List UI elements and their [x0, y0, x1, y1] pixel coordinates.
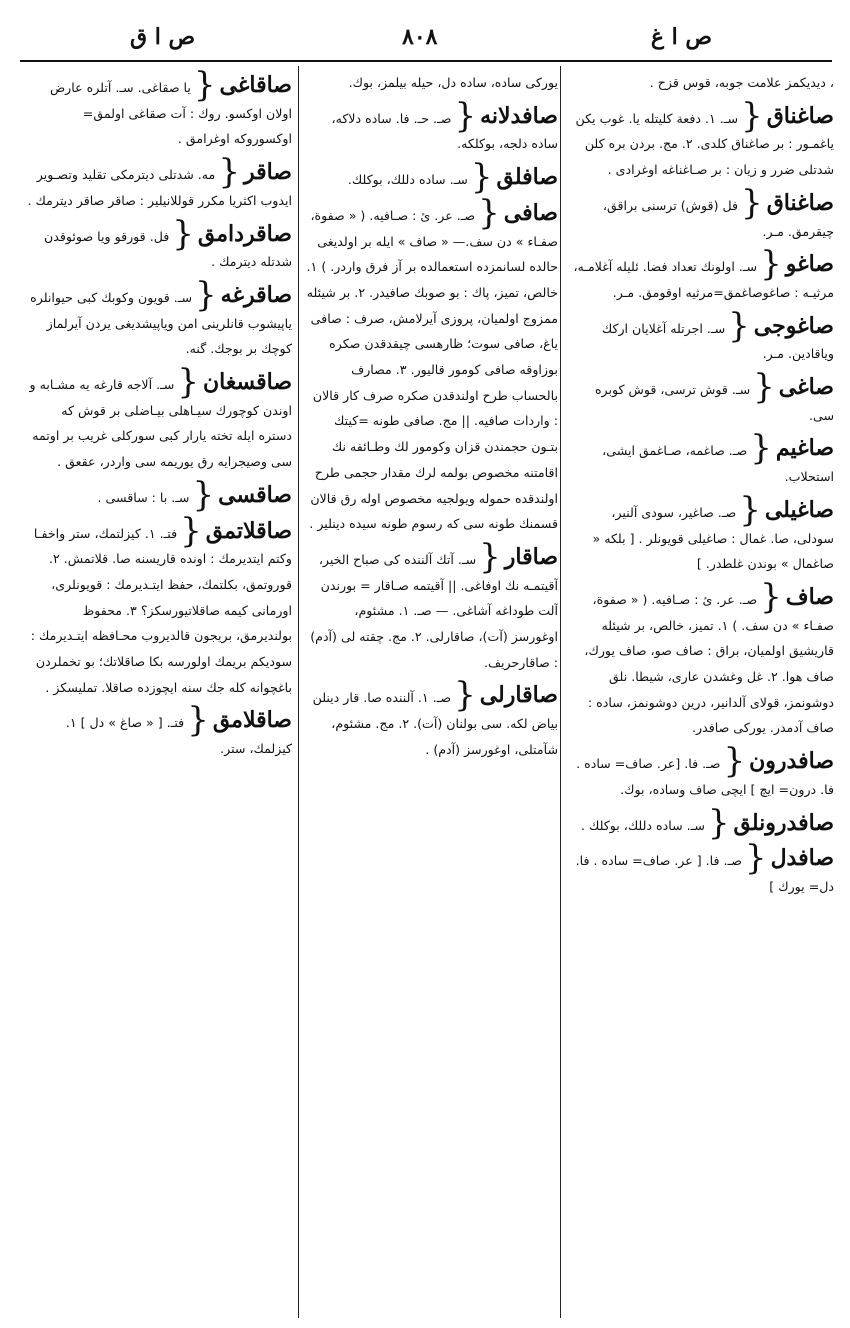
- entry-headword: صاغناق: [766, 102, 834, 129]
- brace-glyph: {: [192, 474, 215, 515]
- brace-glyph: {: [707, 802, 730, 843]
- brace-glyph: {: [195, 274, 217, 315]
- dictionary-entry: [568, 305, 834, 367]
- dictionary-entry: [568, 838, 834, 899]
- entry-definition: صـ. عر. ئ : صـافیه. ( « صفوة، صفـاء » دن سف.— « صاف » ایله بر اولدیغی حالده لسانمزده استعمالده بر آز فرق واردر. ) ۱. خالص، تمیز، پاك : بو صوبك صافیدر. ۲. بر شیئله ممزوج اولمیان، پروزی آیرلامش، صرف : صافی یاغ، صافی سوت؛ ظارهسی چیقدقدن صكره بوزاوقه صافی كومور قالیور. ۳. مصارف بالحساب طرح اولندقدن صكره صرف كار قالان : واردات صافیه. || مج. صافی طونه =کیتك بتـون حجمندن قزان وكومور لك وطـائفه نك اقامتنه مخصوص بولمه لرك مقدار حجمی طرح اولندقده حموله ویولجیه مخصوص اوله رق قالان قسمنك طونه سی كه رسوم طونه سیده دینلیر .: [306, 207, 558, 532]
- dictionary-entry: [24, 213, 292, 275]
- dictionary-entry: [24, 474, 292, 515]
- brace-glyph: {: [180, 510, 202, 551]
- brace-glyph: {: [218, 152, 240, 193]
- brace-glyph: {: [187, 700, 209, 741]
- entry-headword: صاقسغان: [203, 369, 292, 396]
- entry-definition: سـ. قوش ترسی، قوش کوبره سی.: [594, 382, 834, 423]
- brace-glyph: {: [478, 192, 500, 233]
- entry-definition: صـ. فا. [ عر. صاف= ساده . فا. دل= یورك ]: [575, 853, 834, 894]
- dictionary-entry: [568, 244, 834, 305]
- entry-definition: فتـ. ۱. کیزلتمك، ستر واخفـا وکتم ایتدیرمك : اونده قاریسنه صا. قلاتمش. ۲. قوروتمق، بکلتمك، حفظ ایتـدیرمك : قویونلری، اورمانی کیمه صاقلاتیورسکز؟ ۳. محفوظ بولندیرمق، بریجون قالدیروب محـافظه ایتـدیرمك : سودیکم بریمك اولورسه بکا صاقلاتك؛ بو تخملردن باغچوانه کله جك سنه ایچوزده صاقلا. تملیسکز .: [30, 525, 292, 695]
- dictionary-entry: [568, 428, 834, 489]
- entry-definition: یوركی ساده، ساده دل، حیله بیلمز، بوك.: [348, 75, 558, 90]
- entry-headword: صافدرون: [749, 748, 834, 775]
- entry-definition: سـ. اولونك تعداد فضا. ئلیله آغلامـه، مرثیـه : صاغوصاغمق=مرثیه اوقومق. مـر.: [573, 259, 834, 300]
- entry-definition: سـ. با : ساقسی .: [97, 489, 190, 505]
- entry-headword: صاغی: [778, 374, 834, 401]
- entry-definition: فل. قورقو ویا صوئوقدن شدتله دیترمك .: [44, 228, 292, 270]
- dictionary-entry: [568, 367, 834, 428]
- entry-headword: صاقردامق: [197, 220, 292, 247]
- entry-definition: صـ. صاغیر، سودی آلنیر، سودلی، صا. غمال : صاغیلی قویونلر . [ بلکه « صاغمال » بوندن غلطدر. ]: [592, 504, 834, 572]
- brace-glyph: {: [723, 741, 746, 782]
- entry-definition: یا صقاغی. سـ. آتلره عارض اولان اوکسو. روك : آت صقاغی اولمق= اوكسوروكه اوغرامق .: [49, 80, 292, 147]
- entry-headword: صاقارلی: [479, 682, 558, 709]
- column-divider: [560, 66, 561, 1318]
- entry-headword: صاقرغه: [220, 281, 292, 308]
- entry-headword: صاغو: [785, 251, 834, 278]
- entry-definition: سـ. اجرتله آغلایان اركك وياقادين. مـر.: [601, 320, 834, 362]
- entry-headword: صاقار: [504, 543, 558, 570]
- dictionary-entry: [306, 95, 558, 157]
- entry-headword: صاقلاتمق: [205, 517, 292, 544]
- dictionary-entry: [24, 362, 292, 475]
- entry-headword: صاقسی: [218, 481, 292, 508]
- brace-glyph: {: [741, 182, 763, 223]
- entry-headword: صاقاغی: [219, 72, 292, 98]
- dictionary-entry: [306, 192, 558, 537]
- entry-definition: سـ. ساده دللك، بوكلك.: [347, 172, 468, 188]
- brace-glyph: {: [454, 675, 476, 716]
- entry-headword: صافدلانه: [480, 102, 558, 129]
- dictionary-entry: [568, 182, 834, 244]
- entry-definition: سـ. قویون وکوبك کبی حیوانلره یاپیشوب قانلرینی امن ویاپیشدیغی یردن آیرلماز کوچك بر بوجك. گنه.: [30, 289, 292, 357]
- brace-glyph: {: [739, 489, 761, 530]
- entry-headword: صافدل: [770, 845, 834, 872]
- entry-headword: صاقلامق: [212, 707, 292, 734]
- column-left: [24, 70, 292, 1320]
- dictionary-entry: [568, 802, 834, 843]
- entry-definition: مه. شدتلی دیترمکی تقلید وتصـویر ایدوب اکثریا مكرر قوللانیلیر : صاقر صاقر دیترمك .: [27, 167, 292, 208]
- dictionary-entry: [568, 95, 834, 183]
- entry-headword: صاقر: [243, 159, 292, 186]
- entry-headword: صاغوجی: [753, 312, 834, 339]
- entry-definition: فتـ. [ « صاغ » دل ] ۱. کیزلمك، ستر.: [65, 715, 292, 757]
- brace-glyph: {: [193, 70, 216, 105]
- dictionary-entry: [24, 510, 292, 701]
- entry-headword: صافلق: [496, 164, 558, 191]
- entry-definition: سـ. ۱. دفعة کلیتله یا. غوب یکن یاغمـور : بر صاغناق کلدی. ۲. مج. بردن بره کلن شدتلی ضرر و زیان : بر صـاغناغه اوغرادی .: [575, 110, 834, 178]
- brace-glyph: {: [728, 305, 750, 346]
- brace-glyph: {: [454, 95, 477, 136]
- dictionary-entry: [24, 700, 292, 761]
- entry-definition: صـ. ۱. آلننده صا. قار دینلن بیاض لکه. سی بولنان (آت). ۲. مج. مشئوم، شآمتلی، اوغورسز (آدم) .: [312, 690, 558, 757]
- page-number: ۸۰۸: [402, 24, 438, 50]
- header-left-letters: ص ا ق: [130, 24, 196, 50]
- brace-glyph: {: [470, 157, 493, 198]
- dictionary-entry: [306, 157, 558, 198]
- column-middle: [306, 70, 558, 1320]
- brace-glyph: {: [741, 95, 763, 136]
- dictionary-entry: [306, 675, 558, 762]
- entry-definition: صـ. فا. [عر. صاف= ساده . فا. درون= ایچ ] ایچی صاف وساده، بوك.: [576, 756, 834, 797]
- brace-glyph: {: [744, 838, 767, 879]
- entry-headword: صاغناق: [766, 189, 834, 216]
- brace-glyph: {: [172, 213, 194, 254]
- brace-glyph: {: [760, 576, 782, 617]
- entry-headword: صافدرونلق: [733, 809, 834, 836]
- entry-headword: صاغیم: [775, 435, 834, 462]
- entry-definition: سـ. ساده دللك، بوكلك .: [580, 817, 705, 833]
- brace-glyph: {: [753, 367, 775, 408]
- header-right-letters: ص ا غ: [650, 24, 712, 50]
- dictionary-entry: [24, 70, 292, 152]
- entry-definition: صـ. صاغمه، صـاغمق ایشی، استحلاب.: [602, 443, 834, 485]
- entry-definition: صـ. عر. ئ : صـافیه. ( « صفوة، صفـاء » دن سف. ) ۱. تمیز، خالص، بر شیئله قاریشیق اولمیان، براق : صاف صو، صاف یورك، صاف هوا. ۲. غل وغشدن عاری، شیطا. نلق دوشونمز، قولای آلدانیر، درین دوشونمز، ساده : صاف آدمدر. یورکی صافدر.: [584, 591, 834, 736]
- entry-definition: سـ. آتك آلننده كی صباح الخیر، آقیتمـه نك اوفاغی. || آقیتمه صـاقار = بورندن آلت طوداغه آشاغی. — صـ. ۱. مشئوم، اوغورسز (آت)، صاقارلی. ۲. مج. چقته لی (آدم) : صاقارحریف.: [310, 551, 558, 670]
- brace-glyph: {: [177, 362, 199, 403]
- brace-glyph: {: [760, 244, 782, 285]
- brace-glyph: {: [479, 536, 501, 577]
- dictionary-entry: [568, 70, 834, 96]
- page-header: [20, 14, 832, 62]
- column-divider: [298, 66, 299, 1318]
- dictionary-entry: [24, 274, 292, 362]
- entry-definition: فل (قوش) ترسنی براقق، چیقرمق. مـر.: [602, 197, 834, 239]
- entry-headword: صاغیلی: [764, 496, 834, 523]
- dictionary-entry: [568, 489, 834, 577]
- brace-glyph: {: [750, 428, 772, 469]
- dictionary-entry: [306, 536, 558, 676]
- entry-headword: صاف: [785, 583, 834, 610]
- entry-headword: صافی: [503, 199, 558, 226]
- dictionary-entry: [306, 70, 558, 96]
- entry-definition: سـ. آلاجه قارغه یه مشـابه و اوندن کوچورك سیـاهلی بیـاضلی بر قوش که دسترە ایله تختە یارار کبی سورکلی غریب بر اوتمه سی وصیجرایه رق یوریمه سی واردر، عقعق .: [29, 377, 292, 470]
- entry-definition: ، دیدیکمز علامت جوبه، قوس قزح .: [649, 75, 834, 90]
- dictionary-entry: [24, 152, 292, 213]
- column-right: [568, 70, 834, 1320]
- dictionary-entry: [568, 576, 834, 741]
- entry-definition: صـ. حـ. فا. ساده دلاكه، ساده دلجه، بوكلكه.: [331, 110, 558, 152]
- dictionary-entry: [568, 741, 834, 802]
